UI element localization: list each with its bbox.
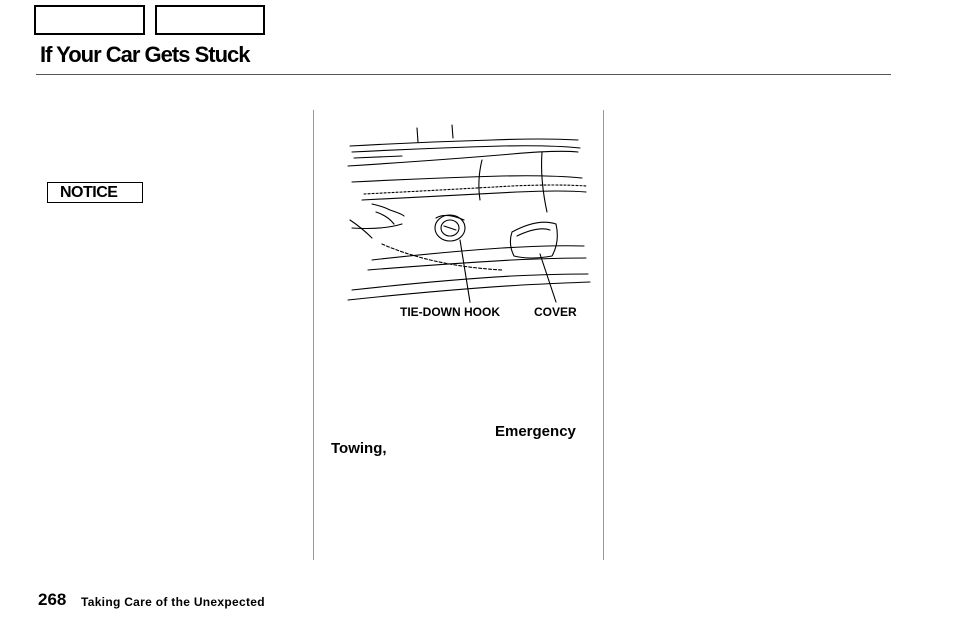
notice-label: NOTICE	[47, 182, 143, 203]
emergency-reference: Emergency	[495, 423, 576, 440]
column-divider	[313, 110, 314, 560]
page-title: If Your Car Gets Stuck	[40, 42, 250, 67]
index-button[interactable]	[155, 5, 265, 35]
page-number: 268	[38, 590, 67, 609]
main-menu-button[interactable]	[34, 5, 145, 35]
cover-callout: COVER	[534, 305, 577, 319]
section-name: Taking Care of the Unexpected	[81, 595, 265, 609]
column-divider	[603, 110, 604, 560]
title-divider	[36, 74, 891, 75]
towing-reference: Towing,	[331, 440, 387, 457]
tie-down-hook-callout: TIE-DOWN HOOK	[400, 305, 500, 319]
tie-down-hook-illustration	[342, 120, 594, 320]
